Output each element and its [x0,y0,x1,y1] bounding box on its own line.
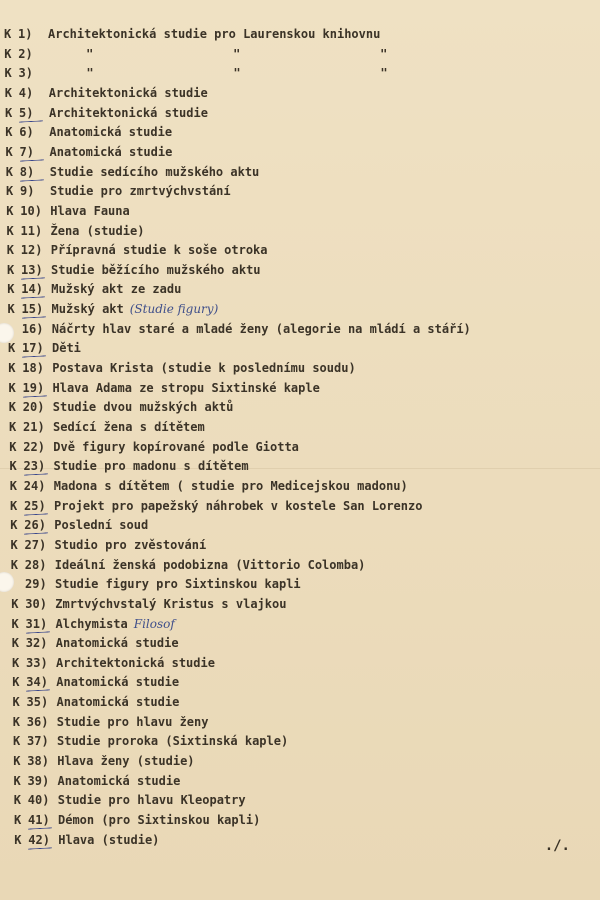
item-number: 16) [21,321,44,336]
catalogue-prefix: K [13,734,21,749]
ditto-mark: " [233,66,241,81]
pen-underline [19,159,43,161]
item-title: Studie pro zmrtvýchvstání [50,184,231,199]
ditto-mark: " [86,46,94,61]
handwritten-note: (Studie figury) [129,302,219,317]
ditto-mark: " [86,66,94,81]
item-title: Poslední soud [54,518,149,533]
item-number: 13) [21,262,43,277]
list-item [13,752,194,770]
item-number: 14) [21,282,43,297]
item-number: 32) [25,636,48,651]
item-title: Děti [52,341,81,356]
item-title: Anatomická studie [57,773,181,788]
item-number: 2) [18,46,33,61]
list-item [7,280,181,298]
list-item [13,713,209,731]
item-number: 38) [27,754,49,769]
list-item [5,104,208,122]
list-item [10,516,148,534]
item-title: Architektonická studie pro Laurenskou knihovnu [48,27,381,41]
list-item [11,595,286,613]
item-number: 30) [25,596,47,611]
item-title: Architektonická studie [56,655,215,670]
catalogue-prefix: K [13,754,21,769]
item-title: Architektonická studie [48,85,208,100]
catalogue-prefix: K [4,85,12,100]
list-item [6,163,260,181]
catalogue-prefix: K [5,125,13,140]
item-title: Anatomická studie [55,636,179,651]
catalogue-prefix: K [9,420,17,434]
ditto-mark: " [380,66,388,81]
list-item [4,45,421,63]
list-item [12,673,179,691]
item-number: 9) [20,184,35,199]
item-number: 24) [23,478,46,493]
catalogue-prefix: K [7,282,15,297]
item-number: 21) [23,420,45,434]
item-number: 10) [20,203,42,218]
list-item [12,654,215,672]
item-number: 6) [19,125,34,140]
item-number: 34) [26,675,48,690]
catalogue-prefix: K [13,773,21,788]
item-number: 22) [23,439,45,454]
catalogue-prefix: K [12,695,20,710]
item-number: 17) [22,341,44,356]
item-number: 26) [24,518,46,533]
item-number: 12) [20,243,43,258]
catalogue-prefix: K [9,459,17,474]
item-title: Alchymista [55,616,128,631]
catalogue-prefix: K [9,478,17,493]
list-item [7,241,268,259]
item-number: 7) [19,144,34,159]
item-number: 36) [26,714,49,729]
catalogue-prefix: K [12,655,20,670]
catalogue-prefix: K [6,223,14,238]
item-title: Mužský akt ze zadu [51,282,182,297]
catalogue-prefix: K [12,675,20,690]
catalogue-prefix: K [10,498,18,513]
catalogue-prefix: K [5,105,13,120]
item-title: Náčrty hlav staré a mladé ženy (alegorie na mládí a stáří) [51,321,471,336]
list-item [5,84,208,102]
item-number: 37) [27,734,49,749]
item-title: Ideální ženská podobizna (Vittorio Colomba) [54,557,366,572]
list-item [14,791,246,809]
item-number: 18) [22,361,44,376]
item-title: Madona s dítětem ( studie pro Medicejskou madonu) [53,478,408,493]
item-title: Dvě figury kopírované podle Giotta [53,439,299,454]
item-number: 42) [28,832,50,847]
item-number: 35) [26,695,49,710]
catalogue-prefix: K [4,27,12,41]
item-number: 3) [18,66,33,81]
item-title: Žena (studie) [50,223,145,238]
item-title: Hlava Fauna [50,203,130,218]
list-item [6,182,231,200]
list-item [7,222,145,240]
item-title: Projekt pro papežský náhrobek v kostele San Lorenzo [54,498,423,513]
list-item [4,25,380,43]
item-number: 33) [26,655,48,670]
catalogue-prefix: K [6,243,14,258]
catalogue-prefix: K [12,714,20,729]
pen-underline [21,277,45,279]
item-title: Architektonická studie [49,105,208,120]
item-title: Hlava Adama ze stropu Sixtinské kaple [52,380,320,395]
list-item [9,398,234,416]
item-title: Studio pro zvěstování [54,537,207,552]
catalogue-prefix: K [10,557,18,572]
item-title: Démon (pro Sixtinskou kapli) [58,813,261,827]
item-title: Studie pro hlavu Kleopatry [57,793,246,808]
item-number: 11) [20,223,43,238]
list-item [11,536,207,554]
item-number: 1) [18,27,33,41]
list-item [12,634,179,652]
catalogue-prefix: K [6,203,14,218]
list-item [10,477,408,495]
catalogue-prefix: K [10,537,18,552]
item-title: Hlava (studie) [58,832,160,847]
list-item [14,811,260,829]
catalogue-prefix: K [13,793,21,808]
list-item [8,300,219,318]
catalogue-prefix: K [4,66,12,81]
ditto-mark: " [233,46,241,61]
list-item [9,418,205,436]
pen-underline [28,827,52,829]
catalogue-prefix: K [5,164,13,179]
end-mark: ./. [544,838,570,854]
catalogue-prefix: K [7,262,15,277]
catalogue-prefix: K [8,380,16,395]
item-number: 23) [23,459,46,474]
catalogue-prefix: K [14,832,22,847]
item-number: 20) [22,400,45,415]
item-number: 5) [19,105,34,120]
catalogue-prefix: K [9,439,17,454]
catalogue-prefix: K [6,184,14,199]
item-title: Studie pro hlavu ženy [56,714,209,729]
item-title: Mužský akt [51,302,124,317]
list-item [10,497,422,515]
item-number: 8) [19,164,35,179]
item-title: Anatomická studie [49,144,173,159]
item-number: 27) [24,537,47,552]
item-title: Anatomická studie [56,695,180,710]
list-item [13,693,180,711]
catalogue-prefix: K [11,636,19,651]
list-item [14,831,159,849]
item-number: 29) [25,577,47,592]
list-item [11,575,301,593]
item-number: 28) [24,557,47,572]
list-item [5,64,422,82]
item-number: 4) [18,85,34,100]
list-item [8,320,471,338]
item-number: 15) [21,302,44,317]
item-title: Zmrtvýchvstalý Kristus s vlajkou [55,596,287,611]
item-title: Anatomická studie [49,125,173,140]
item-number: 31) [25,616,48,631]
list-item [9,438,299,456]
item-number: 40) [27,793,50,808]
list-item [11,556,366,574]
catalogue-prefix: K [8,361,16,376]
list-item [6,143,173,161]
list-item [8,359,355,377]
item-title: Studie dvou mužských aktů [52,400,234,415]
item-title: Přípravná studie k soše otroka [50,243,268,258]
catalogue-prefix: K [5,144,13,159]
handwritten-note: Filosof [133,616,175,631]
catalogue-prefix: K [11,616,19,631]
catalogue-prefix: K [14,813,22,827]
catalogue-prefix: K [8,400,16,415]
list-item [9,379,320,397]
item-number: 19) [22,380,45,395]
item-number: 25) [24,498,46,513]
item-title: Postava Krista (studie k poslednímu soudu) [52,361,356,376]
item-title: Hlava ženy (studie) [57,754,195,769]
catalogue-prefix: K [4,46,12,61]
ditto-mark: " [380,46,388,61]
item-title: Studie proroka (Sixtinská kaple) [57,734,289,749]
catalogue-prefix: K [8,341,16,356]
list-item [7,261,261,279]
item-title: Studie figury pro Sixtinskou kapli [55,577,301,592]
list-item [5,123,172,141]
catalogue-prefix: K [11,596,19,611]
catalogue-prefix: K [7,302,15,317]
list-item [14,772,181,790]
item-title: Sedící žena s dítětem [53,420,205,434]
item-number: 39) [27,773,50,788]
item-title: Studie pro madonu s dítětem [53,459,249,474]
catalogue-prefix: K [10,518,18,533]
item-number: 41) [28,813,50,827]
item-title: Studie sedícího mužského aktu [49,164,260,179]
list-item [12,615,175,633]
item-title: Studie běžícího mužského aktu [51,262,261,277]
item-title: Anatomická studie [56,675,180,690]
list-item [13,732,288,750]
list-item [6,202,129,220]
